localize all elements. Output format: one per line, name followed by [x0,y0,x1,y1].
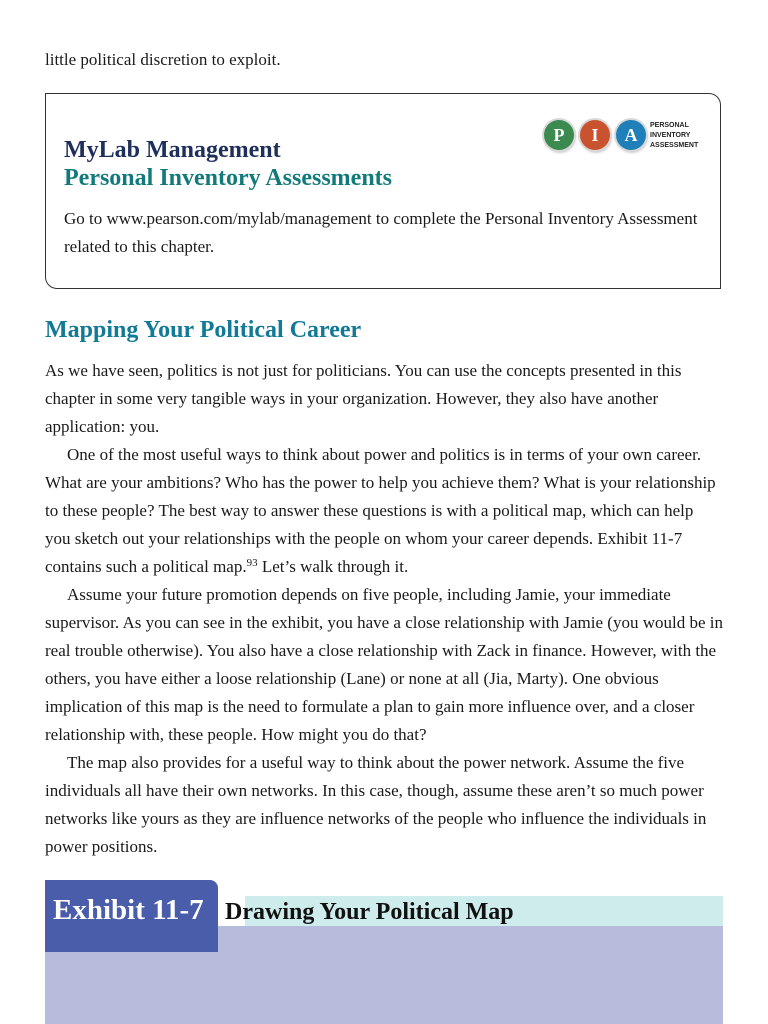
pia-logo-i: I [580,120,610,150]
mylab-callout-box [45,93,721,289]
exhibit-label: Exhibit 11-7 [45,880,218,952]
pia-logo-a: A [616,120,646,150]
paragraph-2-tail: Let’s walk through it. [257,557,409,576]
body-text [45,357,723,861]
paragraph-2 [45,441,723,581]
pia-caption-line-1: PERSONAL [650,122,689,129]
pia-logo-p: P [544,120,574,150]
pia-logo [544,116,704,160]
paragraph-2-text: One of the most useful ways to think about power and politics is in terms of your own career. What are your ambitions? Who has the power to help you achieve them? What is your relationship to these people? The best way to answer these questions is with a political map, which can help you sketch out your relationships with the people on whom your career depends. Exhibit 11-7 contains such a political map. [45,445,716,576]
lead-line: little political discretion to exploit. [45,50,281,69]
paragraph-4: The map also provides for a useful way to think about the power network. Assume the five individuals all have their own networks. In this case, though, assume these aren’t so much power networks like yours as they are influence networks of the people who influence the individuals in power positions. [45,753,707,856]
paragraph-3: Assume your future promotion depends on five people, including Jamie, your immediate supervisor. As you can see in the exhibit, you have a close relationship with Jamie (you would be in real trouble otherwise). You also have a close relationship with Zack in finance. However, with the others, you have either a loose relationship (Lane) or none at all (Jia, Marty). One obvious implication of this map is the need to formulate a plan to gain more influence over, and a closer relationship with, these people. How might you do that? [45,585,723,744]
endnote-93: 93 [246,557,258,569]
mylab-subtitle: Personal Inventory Assessments [64,165,392,191]
section-heading: Mapping Your Political Career [45,317,362,343]
pia-logo-caption [650,121,710,151]
mylab-title: MyLab Management [64,137,281,163]
exhibit-title: Drawing Your Political Map [225,899,514,925]
pia-caption-line-2: INVENTORY [650,132,691,139]
paragraph-1: As we have seen, politics is not just for politicians. You can use the concepts presented in this chapter in some very tangible ways in your organization. However, they also have another application: you. [45,361,682,436]
mylab-instructions: Go to www.pearson.com/mylab/management to complete the Personal Inventory Assessment related to this chapter. [64,209,698,256]
pia-caption-line-3: ASSESSMENT [650,142,699,149]
